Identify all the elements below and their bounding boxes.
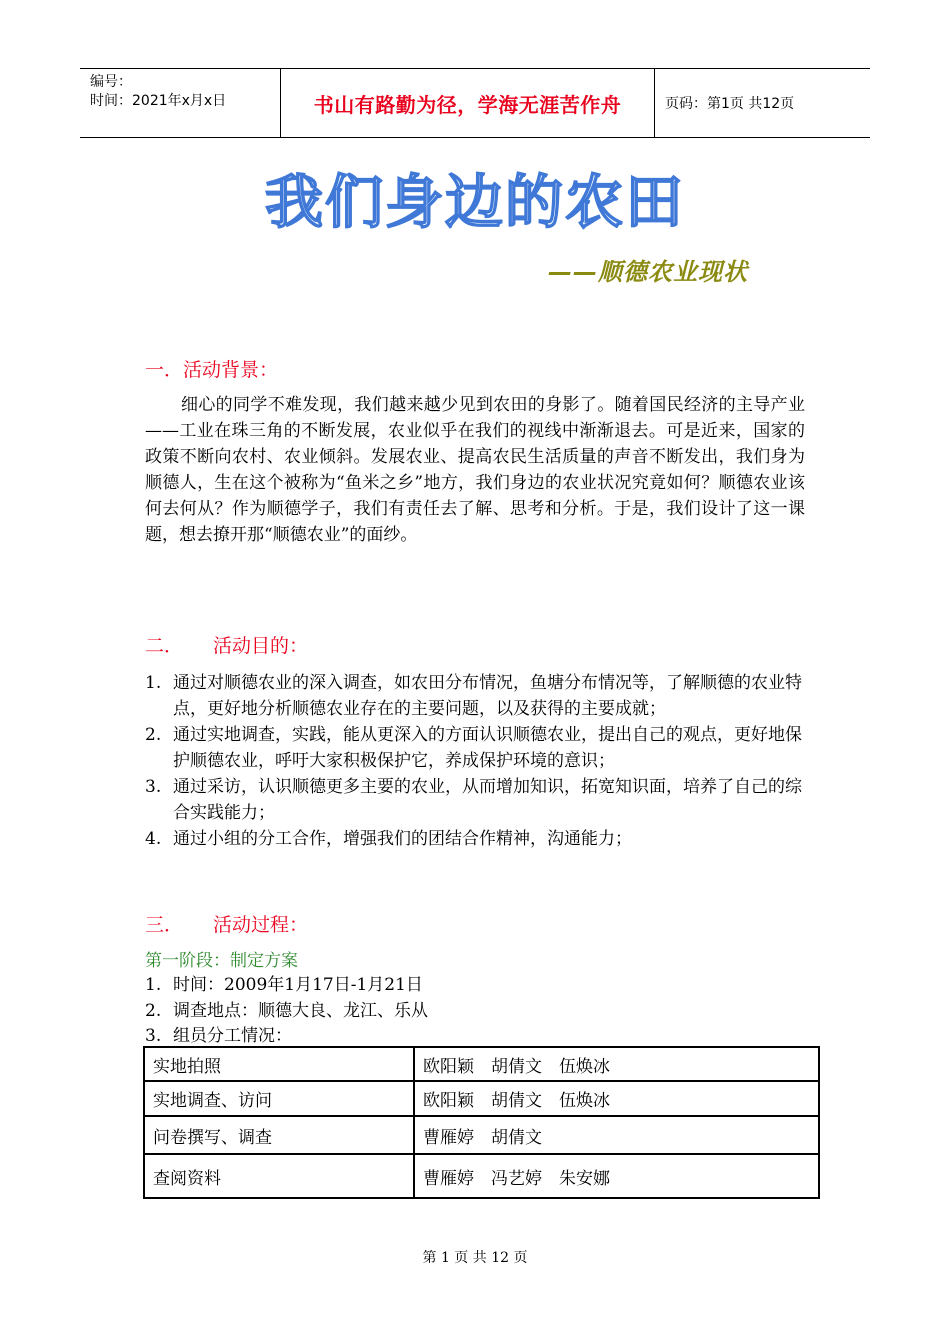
goals-list xyxy=(145,670,805,852)
list-number: 2. xyxy=(145,1001,162,1021)
members-cell: 曹雁婷 冯艺婷 朱安娜 xyxy=(414,1154,819,1198)
section-goals-heading xyxy=(145,631,308,658)
members-cell: 曹雁婷 胡倩文 xyxy=(414,1116,819,1154)
document-subtitle: ——顺德农业现状 xyxy=(548,258,748,286)
members-cell: 欧阳颖 胡倩文 伍焕冰 xyxy=(414,1047,819,1081)
list-text: 时间：2009年1月17日-1月21日 xyxy=(173,975,423,995)
list-text: 通过采访，认识顺德更多主要的农业，从而增加知识，拓宽知识面，培养了自己的综合实践能力； xyxy=(173,777,802,823)
info-time xyxy=(145,972,423,998)
table-row xyxy=(144,1047,819,1081)
section-goals-title: 活动目的： xyxy=(213,635,309,657)
header-page-info: 页码：第1页 共12页 xyxy=(665,96,795,112)
task-cell: 问卷撰写、调查 xyxy=(144,1116,414,1154)
table-row xyxy=(144,1081,819,1116)
table-row xyxy=(144,1116,819,1154)
header-motto: 书山有路勤为径，学海无涯苦作舟 xyxy=(280,69,655,137)
section-process-title: 活动过程： xyxy=(213,914,309,936)
table-row xyxy=(144,1154,819,1198)
section-process-heading xyxy=(145,910,308,937)
list-item xyxy=(145,826,805,852)
background-paragraph: 细心的同学不难发现，我们越来越少见到农田的身影了。随着国民经济的主导产业——工业在珠三角的不断发展，农业似乎在我们的视线中渐渐退去。可是近来，国家的政策不断向农村、农业倾斜。发展农业、提高农民生活质量的声音不断发出，我们身为顺德人，生在这个被称为“鱼米之乡”地方，我们身边的农业状况究竟如何？顺德农业该何去何从？作为顺德学子，我们有责任去了解、思考和分析。于是，我们设计了这一课题，想去撩开那“顺德农业”的面纱。 xyxy=(145,395,805,545)
list-text: 组员分工情况： xyxy=(173,1026,292,1046)
list-number: 4. xyxy=(145,829,162,849)
section-goals-number: 二． xyxy=(145,635,184,657)
list-number: 1. xyxy=(145,673,162,693)
number-label: 编号： xyxy=(90,74,132,90)
list-number: 3. xyxy=(145,777,162,797)
page-footer: 第 1 页 共 12 页 xyxy=(422,1250,528,1266)
list-item xyxy=(145,774,805,826)
time-label: 时间：2021年x月x日 xyxy=(90,93,227,109)
list-text: 通过实地调查，实践，能从更深入的方面认识顺德农业，提出自己的观点，更好地保护顺德农业，呼吁大家积极保护它，养成保护环境的意识； xyxy=(173,725,802,771)
list-item xyxy=(145,670,805,722)
list-number: 2. xyxy=(145,725,162,745)
stage-heading: 第一阶段：制定方案 xyxy=(145,951,298,971)
list-number: 3. xyxy=(145,1026,162,1046)
duty-table xyxy=(143,1046,820,1199)
list-text: 通过对顺德农业的深入调查，如农田分布情况，鱼塘分布情况等，了解顺德的农业特点，更好地分析顺德农业存在的主要问题，以及获得的主要成就； xyxy=(173,673,802,719)
task-cell: 实地拍照 xyxy=(144,1047,414,1081)
task-cell: 查阅资料 xyxy=(144,1154,414,1198)
list-number: 1. xyxy=(145,975,162,995)
list-text: 调查地点：顺德大良、龙江、乐从 xyxy=(173,1001,428,1021)
members-cell: 欧阳颖 胡倩文 伍焕冰 xyxy=(414,1081,819,1116)
section-process-number: 三． xyxy=(145,914,184,936)
list-text: 通过小组的分工合作，增强我们的团结合作精神，沟通能力； xyxy=(173,829,632,849)
page-header xyxy=(80,68,870,138)
info-location xyxy=(145,998,428,1024)
list-item xyxy=(145,722,805,774)
document-title: 我们身边的农田 xyxy=(264,168,685,236)
header-meta xyxy=(80,69,280,137)
task-cell: 实地调查、访问 xyxy=(144,1081,414,1116)
section-background-heading: 一．活动背景： xyxy=(145,359,279,381)
